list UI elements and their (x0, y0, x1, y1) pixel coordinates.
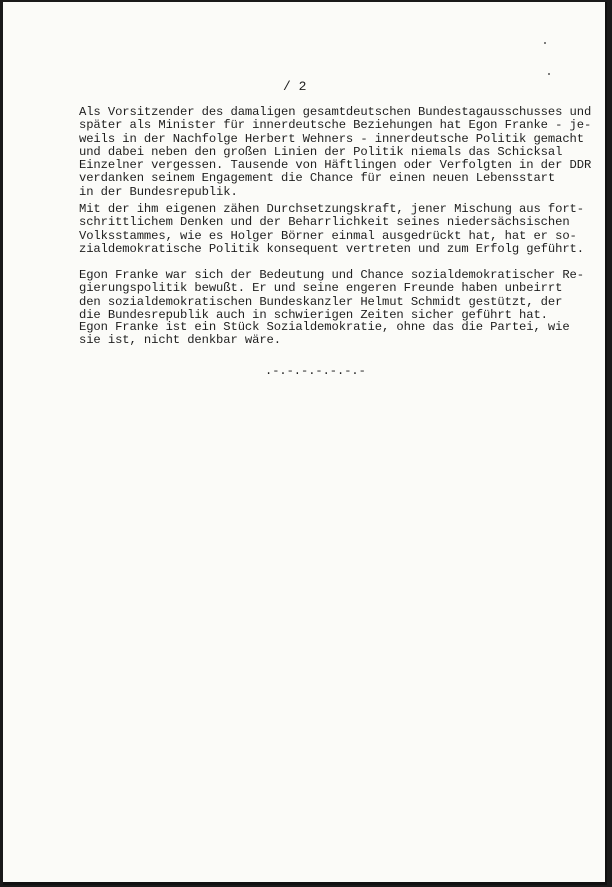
text-line: sie ist, nicht denkbar wäre. (79, 333, 281, 348)
scan-speck (548, 73, 550, 75)
text-line: Egon Franke ist ein Stück Sozialdemokratie, ohne das die Partei, wie (79, 320, 570, 334)
text-line: später als Minister für innerdeutsche Beziehungen hat Egon Franke - je- (79, 118, 592, 133)
paragraph-4 (79, 321, 570, 348)
text-line: gierungspolitik bewußt. Er und seine engeren Freunde haben unbeirrt (79, 281, 563, 296)
text-line: schrittlichem Denken und der Beharrlichkeit seines niedersächsischen (79, 215, 570, 230)
text-line: verdanken seinem Engagement die Chance für einen neuen Lebensstart (79, 171, 556, 186)
paragraph-2 (79, 203, 584, 256)
text-line: weils in der Nachfolge Herbert Wehners - innerdeutsche Politik gemacht (79, 131, 584, 146)
text-line: Volksstammes, wie es Holger Börner einmal ausgedrückt hat, hat er so- (79, 228, 577, 243)
page-number: / 2 (283, 79, 307, 94)
text-line: Mit der ihm eigenen zähen Durchsetzungskraft, jener Mischung aus fort- (79, 202, 584, 216)
text-line: die Bundesrepublik auch in schwierigen Zeiten sicher geführt hat. (79, 307, 548, 322)
text-line: und dabei neben den großen Linien der Politik niemals das Schicksal (79, 144, 563, 159)
text-line: Einzelner vergessen. Tausende von Häftlingen oder Verfolgten in der DDR (79, 158, 592, 173)
scan-speck (544, 42, 546, 44)
text-line: Egon Franke war sich der Bedeutung und Chance sozialdemokratischer Re- (79, 268, 584, 282)
paragraph-3 (79, 269, 584, 322)
text-line: in der Bundesrepublik. (79, 184, 238, 199)
paragraph-1 (79, 106, 591, 199)
document-page (3, 2, 607, 885)
text-line: zialdemokratische Politik konsequent vertreten und zum Erfolg geführt. (79, 241, 584, 256)
text-line: den sozialdemokratischen Bundeskanzler Helmut Schmidt gestützt, der (79, 294, 563, 309)
end-separator: .-.-.-.-.-.-.- (265, 364, 366, 378)
text-line: Als Vorsitzender des damaligen gesamtdeutschen Bundestagausschusses und (79, 105, 592, 119)
